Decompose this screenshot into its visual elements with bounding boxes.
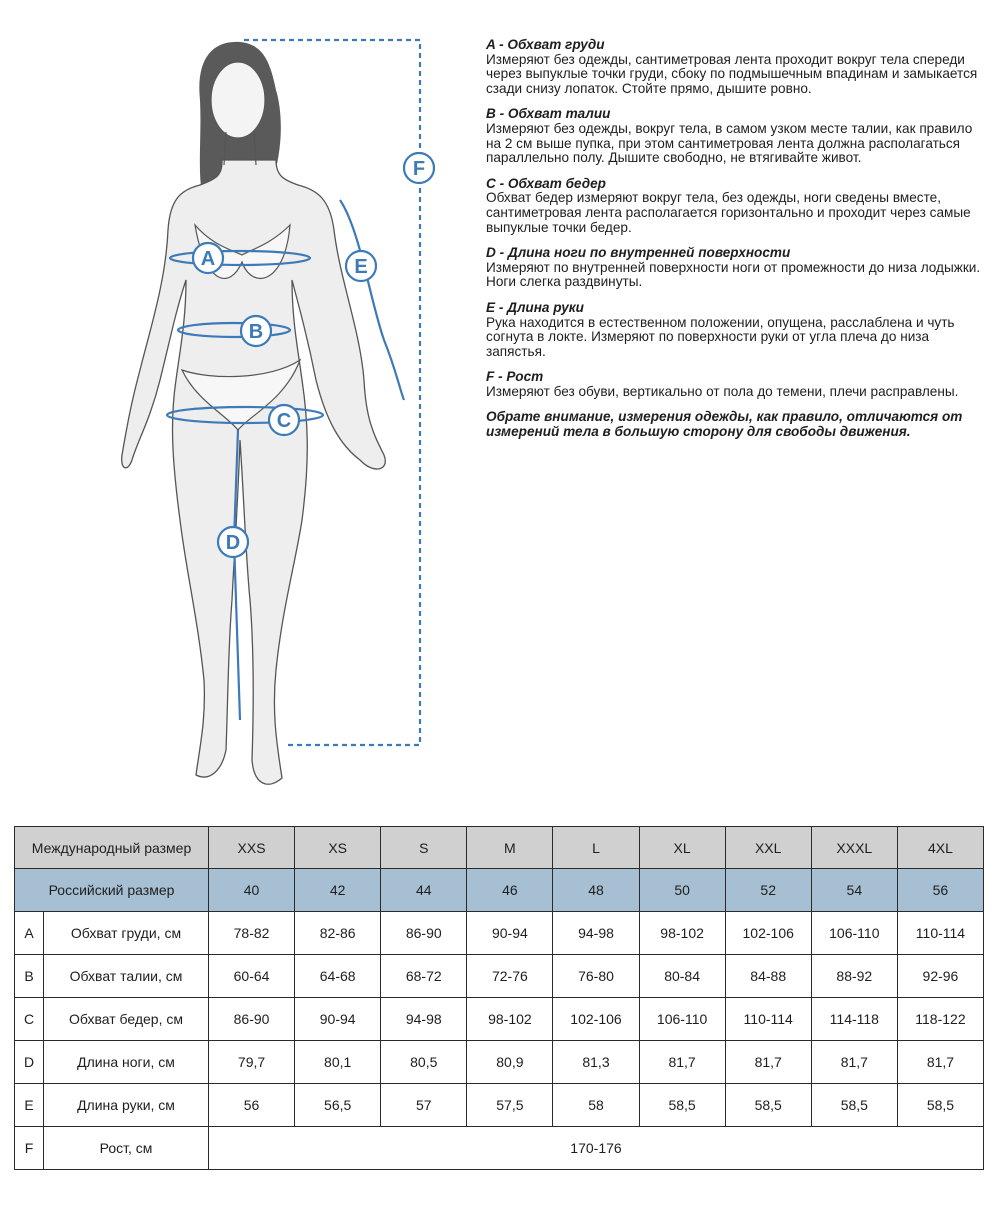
table-cell: 102-106 [725, 912, 811, 955]
marker-f [404, 153, 434, 183]
table-cell: 64-68 [295, 955, 381, 998]
table-cell: 81,3 [553, 1041, 639, 1084]
rus-size-cell: 50 [639, 869, 725, 912]
table-cell: 58 [553, 1084, 639, 1127]
intl-size-cell: S [381, 827, 467, 869]
table-cell: 86-90 [209, 998, 295, 1041]
rus-size-cell: 44 [381, 869, 467, 912]
measurement-text: Обхват бедер измеряют вокруг тела, без одежды, ноги сведены вместе, сантиметровая лента располагается горизонтально и проходит через самые выпуклые точки бедер. [486, 190, 971, 235]
rus-size-label: Российский размер [15, 869, 209, 912]
svg-text:B: B [248, 321, 264, 343]
row-label: Длина руки, см [77, 1097, 175, 1113]
face [211, 62, 265, 138]
table-cell: 81,7 [725, 1041, 811, 1084]
rus-size-cell: 56 [897, 869, 983, 912]
table-cell: 60-64 [209, 955, 295, 998]
table-cell: 81,7 [897, 1041, 983, 1084]
intl-size-cell: XXL [725, 827, 811, 869]
intl-size-cell: XS [295, 827, 381, 869]
intl-size-row [15, 827, 984, 869]
size-table [14, 826, 984, 1170]
row-label: Обхват груди, см [70, 925, 182, 941]
measurement-c [486, 177, 986, 235]
height-value: 170-176 [209, 1127, 984, 1170]
table-cell: 56,5 [295, 1084, 381, 1127]
table-cell: 82-86 [295, 912, 381, 955]
table-row [15, 1084, 984, 1127]
intl-size-cell: M [467, 827, 553, 869]
measurement-text: Рука находится в естественном положении, опущена, расслаблена и чуть согнута в локте. Измеряют по поверхности руки от угла плеча до низа запястья. [486, 314, 955, 359]
row-header [15, 955, 209, 998]
rus-size-row [15, 869, 984, 912]
rus-size-cell: 42 [295, 869, 381, 912]
table-cell: 90-94 [295, 998, 381, 1041]
row-header [15, 998, 209, 1041]
intl-size-cell: XXXL [811, 827, 897, 869]
table-cell: 80,1 [295, 1041, 381, 1084]
measurement-e [486, 301, 986, 359]
table-row [15, 998, 984, 1041]
table-row [15, 955, 984, 998]
table-cell: 114-118 [811, 998, 897, 1041]
row-letter: A [15, 912, 44, 954]
svg-text:D: D [225, 532, 241, 554]
table-cell: 94-98 [381, 998, 467, 1041]
body-measurement-figure [0, 0, 470, 800]
row-header [15, 1041, 209, 1084]
table-cell: 86-90 [381, 912, 467, 955]
table-cell: 58,5 [811, 1084, 897, 1127]
table-cell: 72-76 [467, 955, 553, 998]
table-cell: 110-114 [897, 912, 983, 955]
rus-size-cell: 54 [811, 869, 897, 912]
measurement-title: F - Рост [486, 369, 544, 385]
marker-a [193, 243, 223, 273]
row-header [15, 1127, 209, 1170]
row-letter: D [15, 1041, 44, 1083]
table-cell: 102-106 [553, 998, 639, 1041]
row-letter: F [15, 1127, 44, 1169]
measurement-title: A - Обхват груди [486, 37, 605, 52]
intl-size-cell: XL [639, 827, 725, 869]
table-cell: 80-84 [639, 955, 725, 998]
table-cell: 84-88 [725, 955, 811, 998]
table-cell: 88-92 [811, 955, 897, 998]
svg-text:E: E [354, 256, 368, 278]
table-cell: 92-96 [897, 955, 983, 998]
svg-text:F: F [412, 158, 426, 180]
table-row [15, 1127, 984, 1170]
table-cell: 58,5 [725, 1084, 811, 1127]
measurement-a [486, 38, 986, 96]
rus-size-cell: 40 [209, 869, 295, 912]
intl-size-cell: 4XL [897, 827, 983, 869]
rus-size-cell: 48 [553, 869, 639, 912]
row-label: Длина ноги, см [77, 1054, 175, 1070]
table-cell: 110-114 [725, 998, 811, 1041]
row-label: Обхват бедер, см [69, 1011, 183, 1027]
table-cell: 106-110 [639, 998, 725, 1041]
measurement-text: Измеряют без одежды, сантиметровая лента проходит вокруг тела спереди через выпуклые точки груди, сбоку по подмышечным впадинам и замыкается сзади снизу лопаток. Стойте прямо, дышите ровно. [486, 51, 978, 96]
marker-b [241, 316, 271, 346]
table-row [15, 912, 984, 955]
table-row [15, 1041, 984, 1084]
row-letter: C [15, 998, 44, 1040]
rus-size-cell: 46 [467, 869, 553, 912]
table-cell: 106-110 [811, 912, 897, 955]
table-cell: 58,5 [897, 1084, 983, 1127]
marker-c [269, 405, 299, 435]
row-header [15, 912, 209, 955]
measurement-d [486, 246, 986, 290]
intl-size-cell: L [553, 827, 639, 869]
intl-size-cell: XXS [209, 827, 295, 869]
row-letter: E [15, 1084, 44, 1126]
measurement-text: Измеряют без обуви, вертикально от пола до темени, плечи расправлены. [486, 383, 959, 399]
measurement-descriptions [486, 38, 986, 440]
table-cell: 57 [381, 1084, 467, 1127]
svg-text:A: A [200, 248, 216, 270]
rus-size-cell: 52 [725, 869, 811, 912]
table-cell: 76-80 [553, 955, 639, 998]
measurement-title: B - Обхват талии [486, 106, 611, 122]
row-letter: B [15, 955, 44, 997]
table-cell: 98-102 [639, 912, 725, 955]
table-cell: 80,9 [467, 1041, 553, 1084]
row-label: Обхват талии, см [69, 968, 183, 984]
table-cell: 94-98 [553, 912, 639, 955]
marker-e [346, 251, 376, 281]
table-cell: 80,5 [381, 1041, 467, 1084]
table-cell: 56 [209, 1084, 295, 1127]
measurement-f [486, 370, 986, 399]
marker-d [218, 527, 248, 557]
measurement-b [486, 107, 986, 165]
table-cell: 58,5 [639, 1084, 725, 1127]
table-cell: 90-94 [467, 912, 553, 955]
intl-size-label: Международный размер [15, 827, 209, 869]
table-cell: 98-102 [467, 998, 553, 1041]
svg-text:C: C [276, 410, 292, 432]
table-cell: 79,7 [209, 1041, 295, 1084]
measurement-title: D - Длина ноги по внутренней поверхности [486, 245, 791, 261]
table-cell: 81,7 [811, 1041, 897, 1084]
row-label: Рост, см [99, 1140, 153, 1156]
table-cell: 118-122 [897, 998, 983, 1041]
table-cell: 81,7 [639, 1041, 725, 1084]
table-cell: 68-72 [381, 955, 467, 998]
table-cell: 78-82 [209, 912, 295, 955]
row-header [15, 1084, 209, 1127]
measurement-title: E - Длина руки [486, 299, 584, 315]
measurement-title: C - Обхват бедер [486, 175, 606, 191]
table-cell: 57,5 [467, 1084, 553, 1127]
measurement-text: Измеряют без одежды, вокруг тела, в самом узком месте талии, как правило на 2 см выше пупка, при этом сантиметровая лента должна располагаться параллельно полу. Дышите свободно, не втягивайте живот. [486, 120, 973, 166]
fit-note: Обрате внимание, измерения одежды, как правило, отличаются от измерений тела в большую сторону для свободы движения. [486, 409, 963, 440]
measurement-text: Измеряют по внутренней поверхности ноги от промежности до низа лодыжки. Ноги слегка раздвинуты. [486, 259, 981, 290]
